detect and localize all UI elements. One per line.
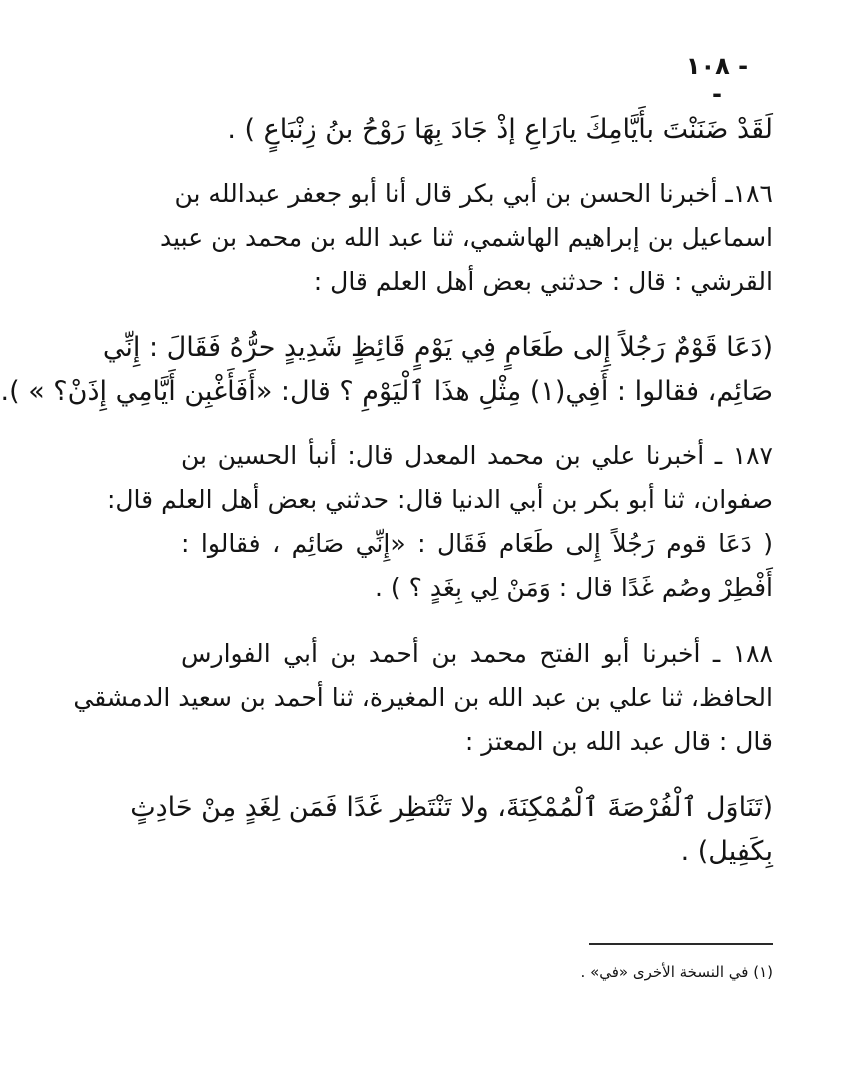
- page-body: [0, 100, 773, 894]
- narration-188: [73, 632, 773, 764]
- text-line: أَفْطِرْ وصُم غَدًا قال : وَمَنْ لِي بِغَدٍ ؟ ) .: [375, 573, 773, 602]
- narration-187: [106, 434, 773, 610]
- text-line: القرشي : قال : حدثني بعض أهل العلم قال :: [313, 267, 773, 296]
- text-line: الحافظ، ثنا علي بن عبد الله بن المغيرة، ثنا أحمد بن سعيد الدمشقي: [73, 683, 773, 712]
- quote-ibn-al-mutazz: [130, 786, 773, 874]
- text-line: بِكَفِيل) .: [680, 836, 773, 867]
- text-line: ١٨٨ ـ أخبرنا أبو الفتح محمد بن أحمد بن أبي الفوارس: [181, 639, 773, 668]
- footnote-divider: [589, 943, 773, 945]
- text-line: (تَنَاوَل ٱلْفُرْصَةَ ٱلْمُمْكِنَةَ، ولا تَنْتَظِر غَدًا فَمَن لِغَدٍ مِنْ حَادِثٍ: [130, 792, 773, 823]
- text-line: (دَعَا قَوْمٌ رَجُلاً إِلى طَعَامٍ فِي يَوْمٍ قَائِظٍ شَدِيدٍ حرُّهُ فَقَالَ : إِنِّي: [102, 332, 773, 363]
- quote-fasting-hot-day: [0, 326, 773, 414]
- narration-186: [160, 172, 773, 304]
- text-line: صفوان، ثنا أبو بكر بن أبي الدنيا قال: حدثني بعض أهل العلم قال:: [106, 485, 773, 514]
- text-line: صَائِم، فقالوا : أَفِي(١) مِثْلِ هذَا ٱلْيَوْمِ ؟ قال: «أَفَأَغْبِن أَيَّامِي إِذَنْ؟ » ).: [0, 376, 773, 407]
- page-number: - ١٠٨ -: [685, 52, 749, 108]
- text-line: ( دَعَا قوم رَجُلاً إِلى طَعَام فَقَال : «إِنِّي صَائِم ، فقالوا :: [181, 529, 773, 558]
- text-line: قال : قال عبد الله بن المعتز :: [464, 727, 773, 756]
- text-line: اسماعيل بن إبراهيم الهاشمي، ثنا عبد الله بن محمد بن عبيد: [160, 223, 773, 252]
- footnote: (١) في النسخة الأخرى «في» .: [580, 963, 773, 981]
- verse-line: لَقَدْ ضَنَنْتَ بأَيَّامِكَ يارَاعِ إذْ جَادَ بِهَا رَوْحُ بنُ زِنْبَاعٍ ) .: [227, 114, 773, 145]
- poem-verse-ibn-zinba: [181, 108, 773, 152]
- text-line: ١٨٦ـ أخبرنا الحسن بن أبي بكر قال أنا أبو جعفر عبدالله بن: [174, 179, 773, 208]
- text-line: ١٨٧ ـ أخبرنا علي بن محمد المعدل قال: أنبأ الحسين بن: [181, 441, 773, 470]
